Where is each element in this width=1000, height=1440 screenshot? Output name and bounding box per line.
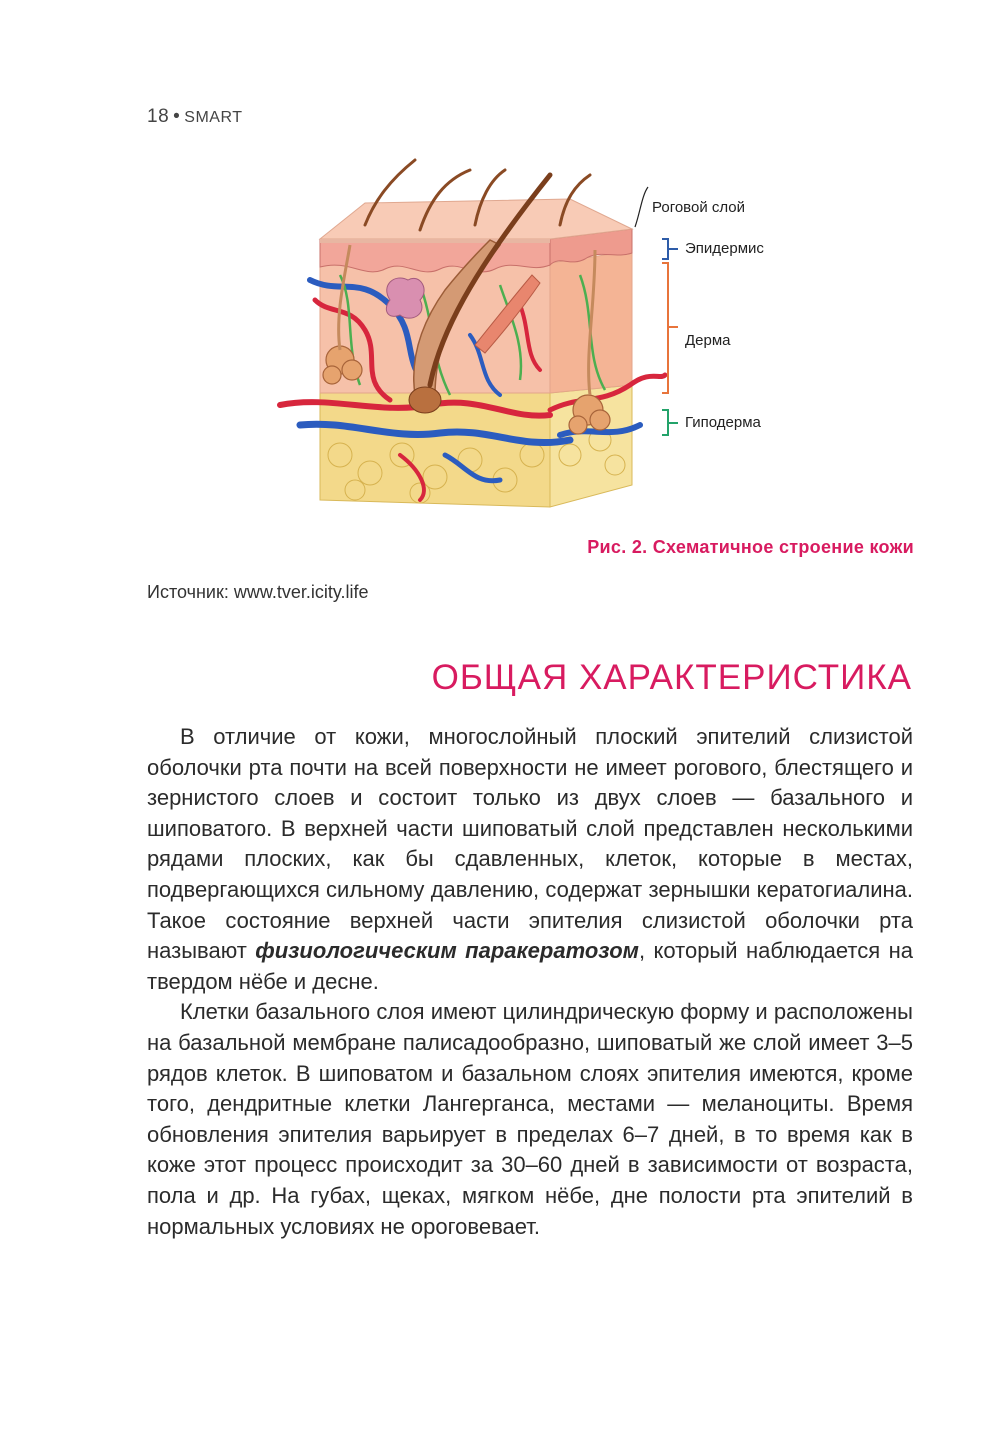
stratum-corneum-top xyxy=(320,239,550,243)
sebaceous-gland xyxy=(386,278,424,318)
figure-caption: Рис. 2. Схематичное строение кожи xyxy=(587,537,914,557)
paragraph-1-part-1: В отличие от кожи, многослойный плоский эпителий слизистой оболочки рта почти на всей поверхности не имеет рогового, блестящего и зернистого слоев и состоит только из двух слоев — базального и шиповатого. В верхней части шиповатый слой представлен несколькими рядами плоских, как бы сдавленных, клеток, которые в местах, подвергающихся сильному давлению, содержат зернышки кератогиалина. Такое состояние верхней части эпителия слизистой оболочки рта называют xyxy=(147,724,913,964)
layer-markers xyxy=(635,187,678,435)
label-stratum-corneum: Роговой слой xyxy=(652,199,746,216)
paragraph-1 xyxy=(147,722,913,997)
label-dermis: Дерма xyxy=(685,332,731,349)
label-epidermis: Эпидермис xyxy=(685,240,764,257)
body-text xyxy=(147,722,913,1242)
running-header xyxy=(147,106,243,128)
section-heading: ОБЩАЯ ХАРАКТЕРИСТИКА xyxy=(431,658,912,697)
label-hypodermis: Гиподерма xyxy=(685,414,761,431)
paragraph-1-part-2: , который наблюдается на твердом нёбе и десне. xyxy=(147,938,913,994)
image-source: Источник: www.tver.icity.life xyxy=(147,582,369,602)
emphasis-term: физиологическим паракератозом xyxy=(255,938,639,964)
header-section: SMART xyxy=(184,109,243,126)
hypodermis-bracket xyxy=(662,410,678,435)
paragraph-2: Клетки базального слоя имеют цилиндрическую форму и расположены на базальной мембране палисадообразно, шиповатый же слой имеет 3–5 рядов клеток. В шиповатом и базальном слоях эпителия имеются, кроме того, дендритные клетки Лангерганса, местами — меланоциты. Время обновления эпителия варьирует в пределах 6–7 дней, в то время как в коже этот процесс происходит за 30–60 дней в зависимости от возраста, пола и др. На губах, щеках, мягком нёбе, дне полости рта эпителий в нормальных условиях не ороговевает. xyxy=(147,999,913,1239)
hair-bulb xyxy=(409,387,441,413)
epidermis-bracket xyxy=(662,239,678,259)
page-number: 18 xyxy=(147,106,170,127)
header-separator: • xyxy=(173,106,181,127)
skin-structure-figure xyxy=(270,155,800,525)
